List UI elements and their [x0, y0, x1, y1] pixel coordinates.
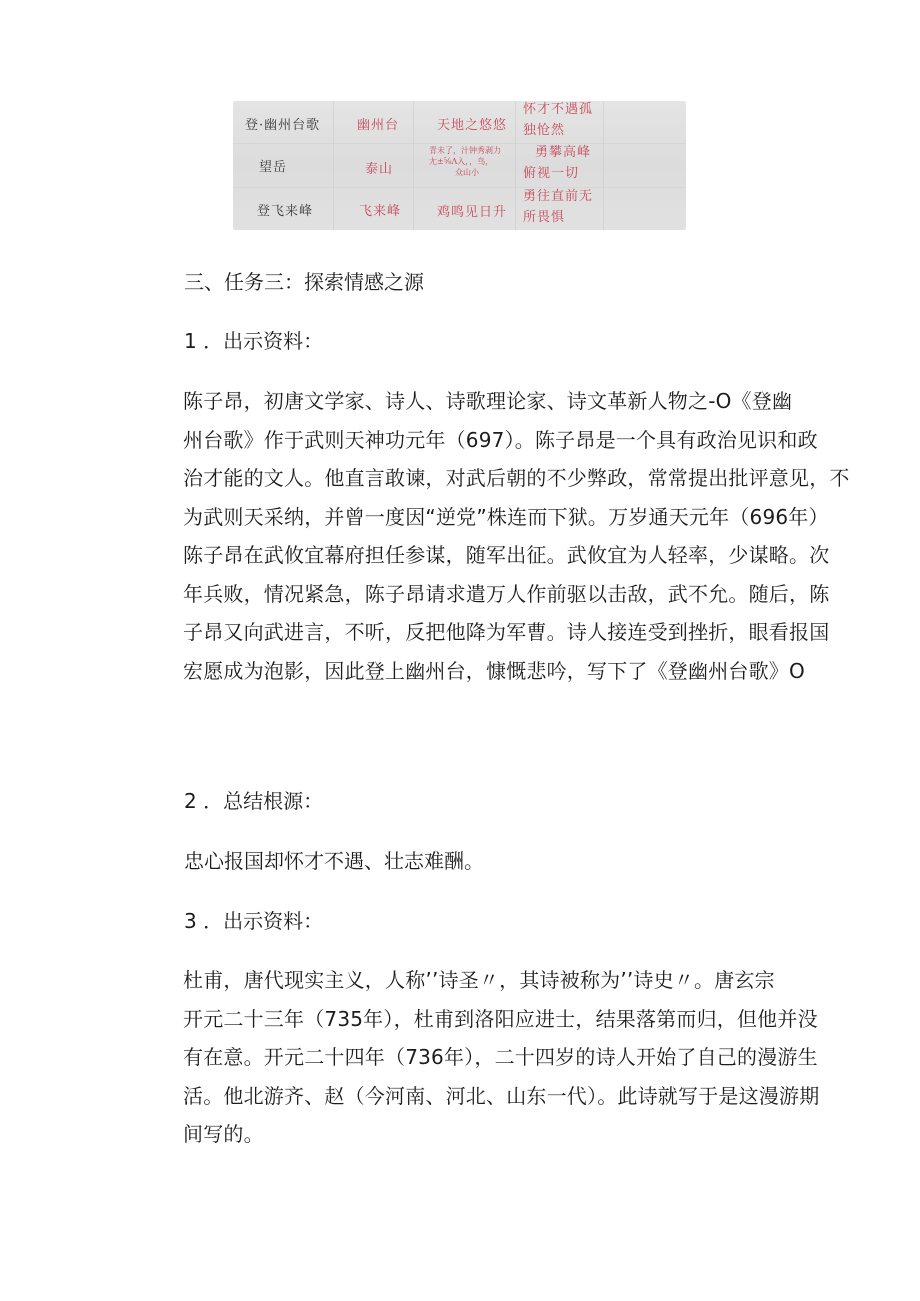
table-cell-line: 所畏惧	[523, 210, 566, 225]
paragraph-line: 杜甫，唐代现实主义，人称’’诗圣〃，其诗被称为’’诗史〃。唐玄宗	[183, 968, 775, 992]
poem-comparison-table-photo	[233, 101, 686, 230]
table-cell-place: 幽州台	[357, 118, 400, 133]
paragraph-line: 活。他北游齐、赵（今河南、河北、山东一代）。此诗就写于是这漫游期	[183, 1083, 820, 1108]
paragraph-chen-ziang	[183, 382, 850, 690]
table-cell-place: 飞来峰	[359, 204, 402, 219]
paragraph-line: 治才能的文人。他直言敢谏，对武后朝的不少弊政，常常提出批评意见，不	[183, 466, 850, 490]
table-divider	[233, 187, 686, 188]
paragraph-line: 子昂又向武进言，不听，反把他降为军曹。诗人接连受到挫折，眼看报国	[183, 620, 830, 644]
paragraph-line: 间写的。	[183, 1122, 264, 1146]
paragraph-line: 有在意。开元二十四年（736年），二十四岁的诗人开始了自己的漫游生	[183, 1045, 818, 1069]
paragraph-line: 州台歌》作于武则天神功元年（697）。陈子昂是一个具有政治见识和政	[183, 427, 818, 452]
paragraph-line: 开元二十三年（735年），杜甫到洛阳应进士，结果落第而归，但他并没	[183, 1006, 818, 1031]
table-divider	[413, 101, 414, 230]
item-heading: 2 ．总结根源：	[184, 789, 324, 813]
table-cell-line: 独怆然	[523, 123, 566, 138]
paragraph-du-fu	[183, 961, 820, 1154]
table-cell-line: 勇往直前无	[523, 189, 594, 204]
table-cell-line: 众山小	[455, 168, 479, 177]
table-divider	[233, 143, 686, 144]
table-cell-image: 鸡鸣见日升	[437, 205, 508, 220]
table-divider	[515, 101, 516, 230]
table-cell-line: 怀才不遇孤	[523, 102, 594, 117]
table-cell-line: 勇攀高峰	[535, 145, 592, 160]
paragraph-line: 陈子昂，初唐文学家、诗人、诗歌理论家、诗文革新人物之-O《登幽	[183, 389, 793, 413]
table-cell-image: 天地之悠悠	[437, 118, 508, 133]
paragraph-line: 陈子昂在武攸宜幕府担任参谋，随军出征。武攸宜为人轻率，少谋略。次	[183, 543, 830, 567]
paragraph-line: 年兵败，情况紧急，陈子昂请求遣万人作前驱以击敌，武不允。随后，陈	[183, 581, 830, 606]
section-heading: 三、任务三：探索情感之源	[184, 270, 424, 294]
table-cell-emotion	[523, 142, 617, 184]
paragraph-line: 宏愿成为泡影，因此登上幽州台，慷慨悲吟，写下了《登幽州台歌》O	[183, 658, 805, 683]
item-heading: 1 ．出示资料：	[184, 329, 324, 353]
table-cell-line: 俯视一切	[523, 166, 580, 181]
table-cell-emotion	[523, 99, 605, 141]
table-cell-title: 登·幽州台歌	[245, 118, 321, 133]
table-divider	[333, 101, 334, 230]
table-cell-emotion	[523, 186, 605, 228]
table-cell-place: 泰山	[365, 162, 394, 177]
table-cell-title: 登飞来峰	[257, 204, 314, 219]
paragraph-line: 为武则天采纳，并曾一度因“逆党”株连而下狱。万岁通天元年（696年）	[183, 504, 829, 529]
summary-text: 忠心报国却怀才不遇、壮志难酬。	[184, 849, 484, 873]
table-cell-line: 青未了，汁钟秀剥力	[429, 146, 501, 155]
table-cell-line: 尢±⅝Λ入，，鸟，	[429, 157, 494, 166]
item-heading: 3 ．出示资料：	[184, 909, 324, 933]
table-cell-image	[429, 145, 515, 178]
table-cell-title: 望岳	[259, 160, 288, 175]
